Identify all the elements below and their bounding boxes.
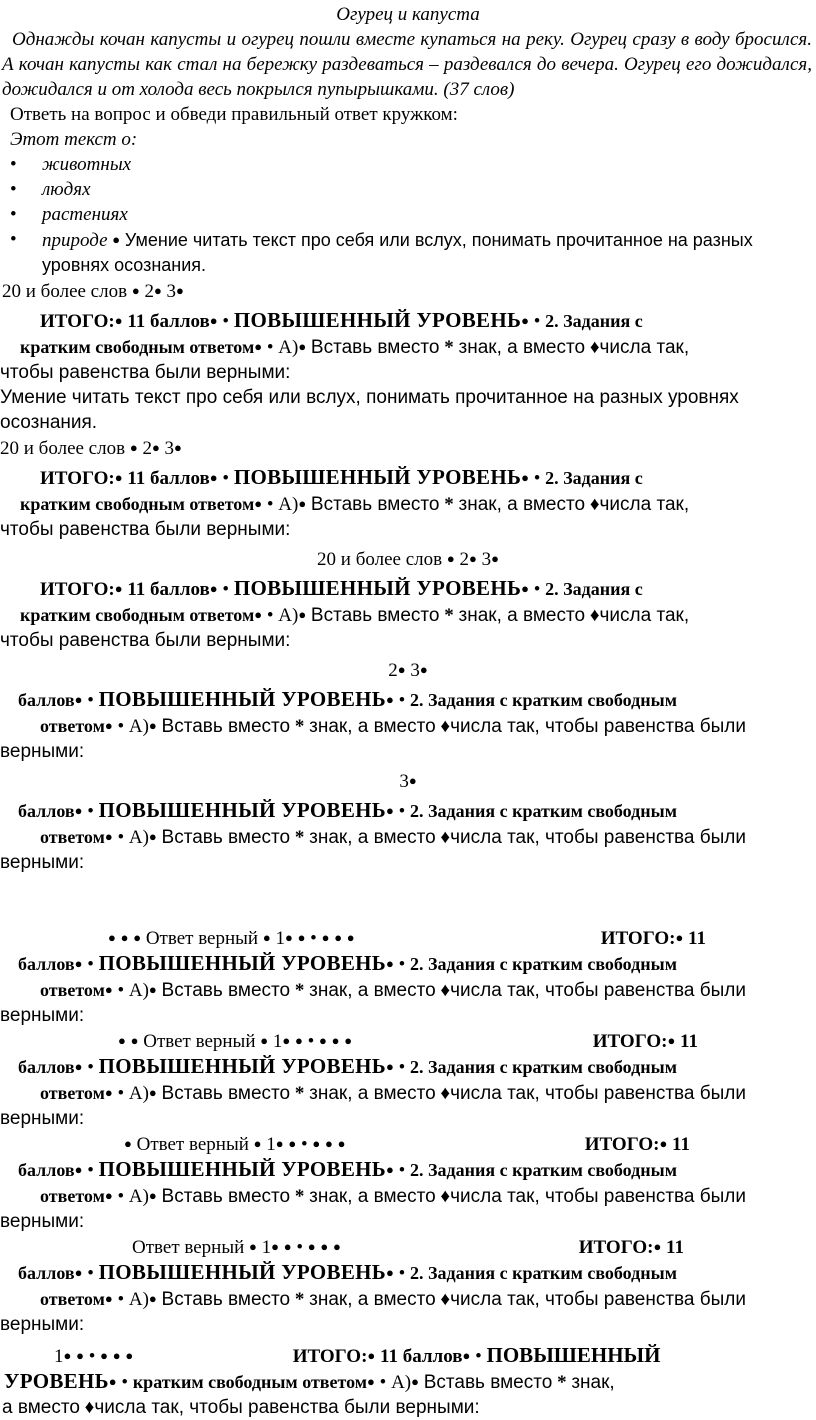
bullet-icon: • xyxy=(10,154,17,175)
options-list xyxy=(0,152,816,278)
bullet-icon: • xyxy=(10,179,17,200)
option-item: • людях xyxy=(10,179,91,200)
bullet-icon: • xyxy=(10,229,17,250)
story-text: Однажды кочан капусты и огурец пошли вместе купаться на реку. Огурец сразу в воду бросился. А кочан капусты как стал на бережку раздеваться – раздевался до вечера. Огурец его дожидался, дожидался и от холода весь покрылся пупырышками. (37 слов) xyxy=(2,29,812,100)
question-sub: Этот текст о: xyxy=(10,129,138,150)
option-item: • растениях xyxy=(10,204,128,225)
option-item: • животных xyxy=(10,154,132,175)
doc-title: Огурец и капуста xyxy=(336,4,480,25)
bullet-icon: • xyxy=(10,204,17,225)
option-item: • природе ● Умение читать текст про себя или вслух, понимать прочитанное на разных уровнях осознания. xyxy=(10,229,753,275)
question-text: Ответь на вопрос и обведи правильный ответ кружком: xyxy=(10,104,458,125)
document-page: Огурец и капуста Однажды кочан капусты и огурец пошли вместе купаться на реку. Огурец сразу в воду бросился. А кочан капусты как стал на бережку раздеваться – раздевался до вечера. Огурец его дожидался, дожидался и от холода весь покрылся пупырышками. (37 слов) Ответь на вопрос и обведи правильный ответ кружком: Этот текст о: • животных • людях • растениях • природе ● Умение читать текст про себя или вслух, понимать прочитанное на разных уровнях осознания. 20 и более слов ● 2● 3● ИТОГО:● 11 баллов● • ПОВЫШЕННЫЙ УРОВЕНЬ● • 2. Задания с кратким свободным ответом● • А)● Вставь вместо * знак, а вместо ♦числа так, чтобы равенства были верными: Умение читать текст про себя или вслух, понимать прочитанное на разных уровнях осознания. 20 и более слов ● 2● 3● ИТОГО:● 11 баллов● • ПОВЫШЕННЫЙ УРОВЕНЬ● • 2. Задания с кратким свободным ответом● • А)● Вставь вместо * знак, а вместо ♦числа так, чтобы равенства были верными: 20 и более слов ● 2● 3● ИТОГО:● 11 баллов● • ПОВЫШЕННЫЙ УРОВЕНЬ● • 2. Задания с кратким свободным ответом● • А)● Вставь вместо * знак, а вместо ♦числа так, чтобы равенства были верными: 2● 3● баллов● • ПОВЫШЕННЫЙ УРОВЕНЬ● • 2. Задания с кратким свободным ответом● • А)● Вставь вместо * знак, а вместо ♦числа так, чтобы равенства были верными: 3● баллов● • ПОВЫШЕННЫЙ УРОВЕНЬ● • 2. Задания с кратким свободным ответом● • А)● Вставь вместо * знак, а вместо ♦числа так, чтобы равенства были верными: ● ● ● Ответ верный ● 1● ● • ● ● ● ИТОГО:● 11 баллов● • ПОВЫШЕННЫЙ УРОВЕНЬ● • 2. Задания с кратким свободным ответом● • А)● Вставь вместо * знак, а вместо ♦числа так, чтобы равенства были верными: ● ● Ответ верный ● 1● ● • ● ● ● ИТОГО:● 11 баллов● • ПОВЫШЕННЫЙ УРОВЕНЬ● • 2. Задания с кратким свободным ответом● • А)● Вставь вместо * знак, а вместо ♦числа так, чтобы равенства были верными: ● Ответ верный ● 1● ● • ● ● ● ИТОГО:● 11 баллов● • ПОВЫШЕННЫЙ УРОВЕНЬ● • 2. Задания с кратким свободным ответом● • А)● Вставь вместо * знак, а вместо ♦числа так, чтобы равенства были верными: Ответ верный ● 1● ● • ● ● ● ИТОГО:● 11 баллов● • ПОВЫШЕННЫЙ УРОВЕНЬ● • 2. Задания с кратким свободным ответом● • А)● Вставь вместо * знак, а вместо ♦числа так, чтобы равенства были верными: 1● ● • ● ● ● ИТОГО:● 11 баллов● • ПОВЫШЕННЫЙ УРОВЕНЬ● • кратким свободным ответом● • А)● Вставь вместо * знак, а вместо ♦числа так, чтобы равенства были верными: xyxy=(0,2,816,1311)
